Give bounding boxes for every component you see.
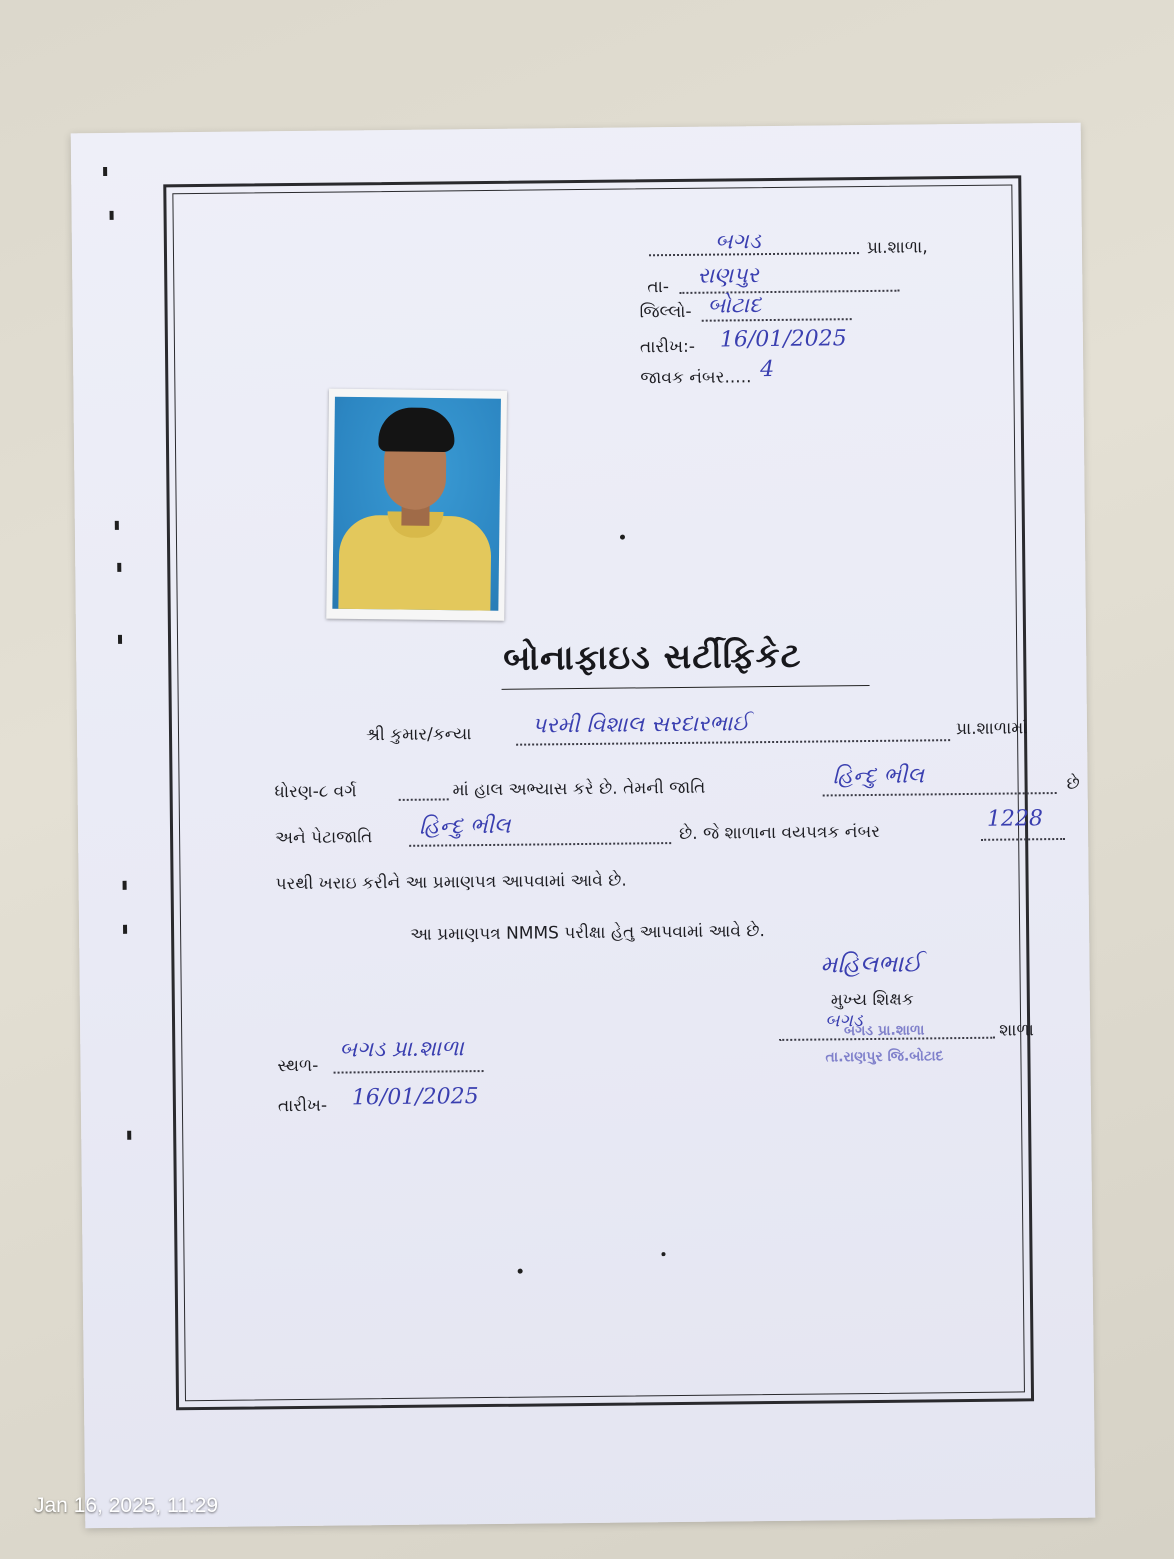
body-line4: પરથી ખરાઇ કરીને આ પ્રમાણપત્ર આપવામાં આવે છે. <box>275 870 627 895</box>
taluka-label: તા- <box>647 277 670 298</box>
body-line1-prefix: શ્રી કુમાર/કન્યા <box>365 724 472 746</box>
body-line3-mid: છે. જે શાળાના વયપત્રક નંબર <box>678 821 881 844</box>
signature-school-suffix: શાળા <box>999 1020 1034 1041</box>
certificate-sheet <box>71 123 1096 1529</box>
header-date-value: 16/01/2025 <box>719 326 847 353</box>
stamp-line1: બગડ પ્રા.શાળા <box>843 1022 925 1040</box>
body-line3-prefix: અને પેટાજાતિ <box>275 827 373 849</box>
certificate-border <box>163 175 1080 1410</box>
ink-dot <box>518 1269 523 1274</box>
school-stamp <box>825 1017 944 1070</box>
place-label: સ્થળ- <box>277 1055 319 1077</box>
certificate-title: બોનાફાઇડ સર્ટીફિકેટ <box>503 635 802 679</box>
outward-label: જાવક નંબર..... <box>640 367 752 389</box>
register-number: 1228 <box>986 806 1044 832</box>
footer-date-value: 16/01/2025 <box>351 1084 479 1111</box>
purpose-line: આ પ્રમાણપત્ર NMMS પરીક્ષા હેતુ આપવામાં આવે છે. <box>410 921 765 945</box>
register-dots <box>981 838 1065 841</box>
punch-mark <box>103 167 107 176</box>
photo-background <box>332 397 501 611</box>
punch-mark <box>110 211 114 220</box>
ink-dot <box>661 1252 665 1256</box>
outward-value: 4 <box>760 356 775 383</box>
body-line2-prefix: ધોરણ-૮ વર્ગ <box>274 781 357 803</box>
stamp-line2: તા.રાણપુર જિ.બોટાદ <box>825 1048 944 1066</box>
punch-mark <box>123 881 127 890</box>
photo-hair <box>378 407 455 452</box>
taluka-value: રાણપુર <box>697 263 759 289</box>
header-school-value: બગડ <box>714 229 761 255</box>
footer-date-label: તારીખ- <box>277 1095 328 1117</box>
punch-mark <box>115 521 119 530</box>
punch-mark <box>118 635 122 644</box>
body-line1-suffix: પ્રા.શાળામાં <box>955 718 1028 740</box>
caste-value: હિન્દુ ભીલ <box>832 763 925 790</box>
place-value: બગડ પ્રા.શાળા <box>339 1036 464 1063</box>
principal-designation: મુખ્ય શિક્ષક <box>830 989 914 1011</box>
header-school-suffix: પ્રા.શાળા, <box>866 237 928 258</box>
student-name: પરમી વિશાલ સરદારભાઈ <box>531 711 750 739</box>
body-line2-mid: માં હાલ અભ્યાસ કરે છે. તેમની જાતિ <box>452 777 706 801</box>
header-date-label: તારીખ:- <box>639 336 696 358</box>
principal-signature: મહિલભાઈ <box>820 949 922 979</box>
punch-mark <box>127 1131 131 1140</box>
ink-dot <box>620 535 625 540</box>
student-photo <box>326 389 507 621</box>
signature-school-value: બગડ <box>824 1010 863 1032</box>
district-label: જિલ્લો- <box>639 301 692 323</box>
body-line2-suffix: છે <box>1066 773 1080 794</box>
photo-timestamp: Jan 16, 2025, 11:29 <box>34 1494 219 1517</box>
district-value: બોટાદ <box>707 293 762 319</box>
subcaste-value: હિન્દુ ભીલ <box>418 813 511 840</box>
punch-mark <box>123 925 127 934</box>
punch-mark <box>117 563 121 572</box>
